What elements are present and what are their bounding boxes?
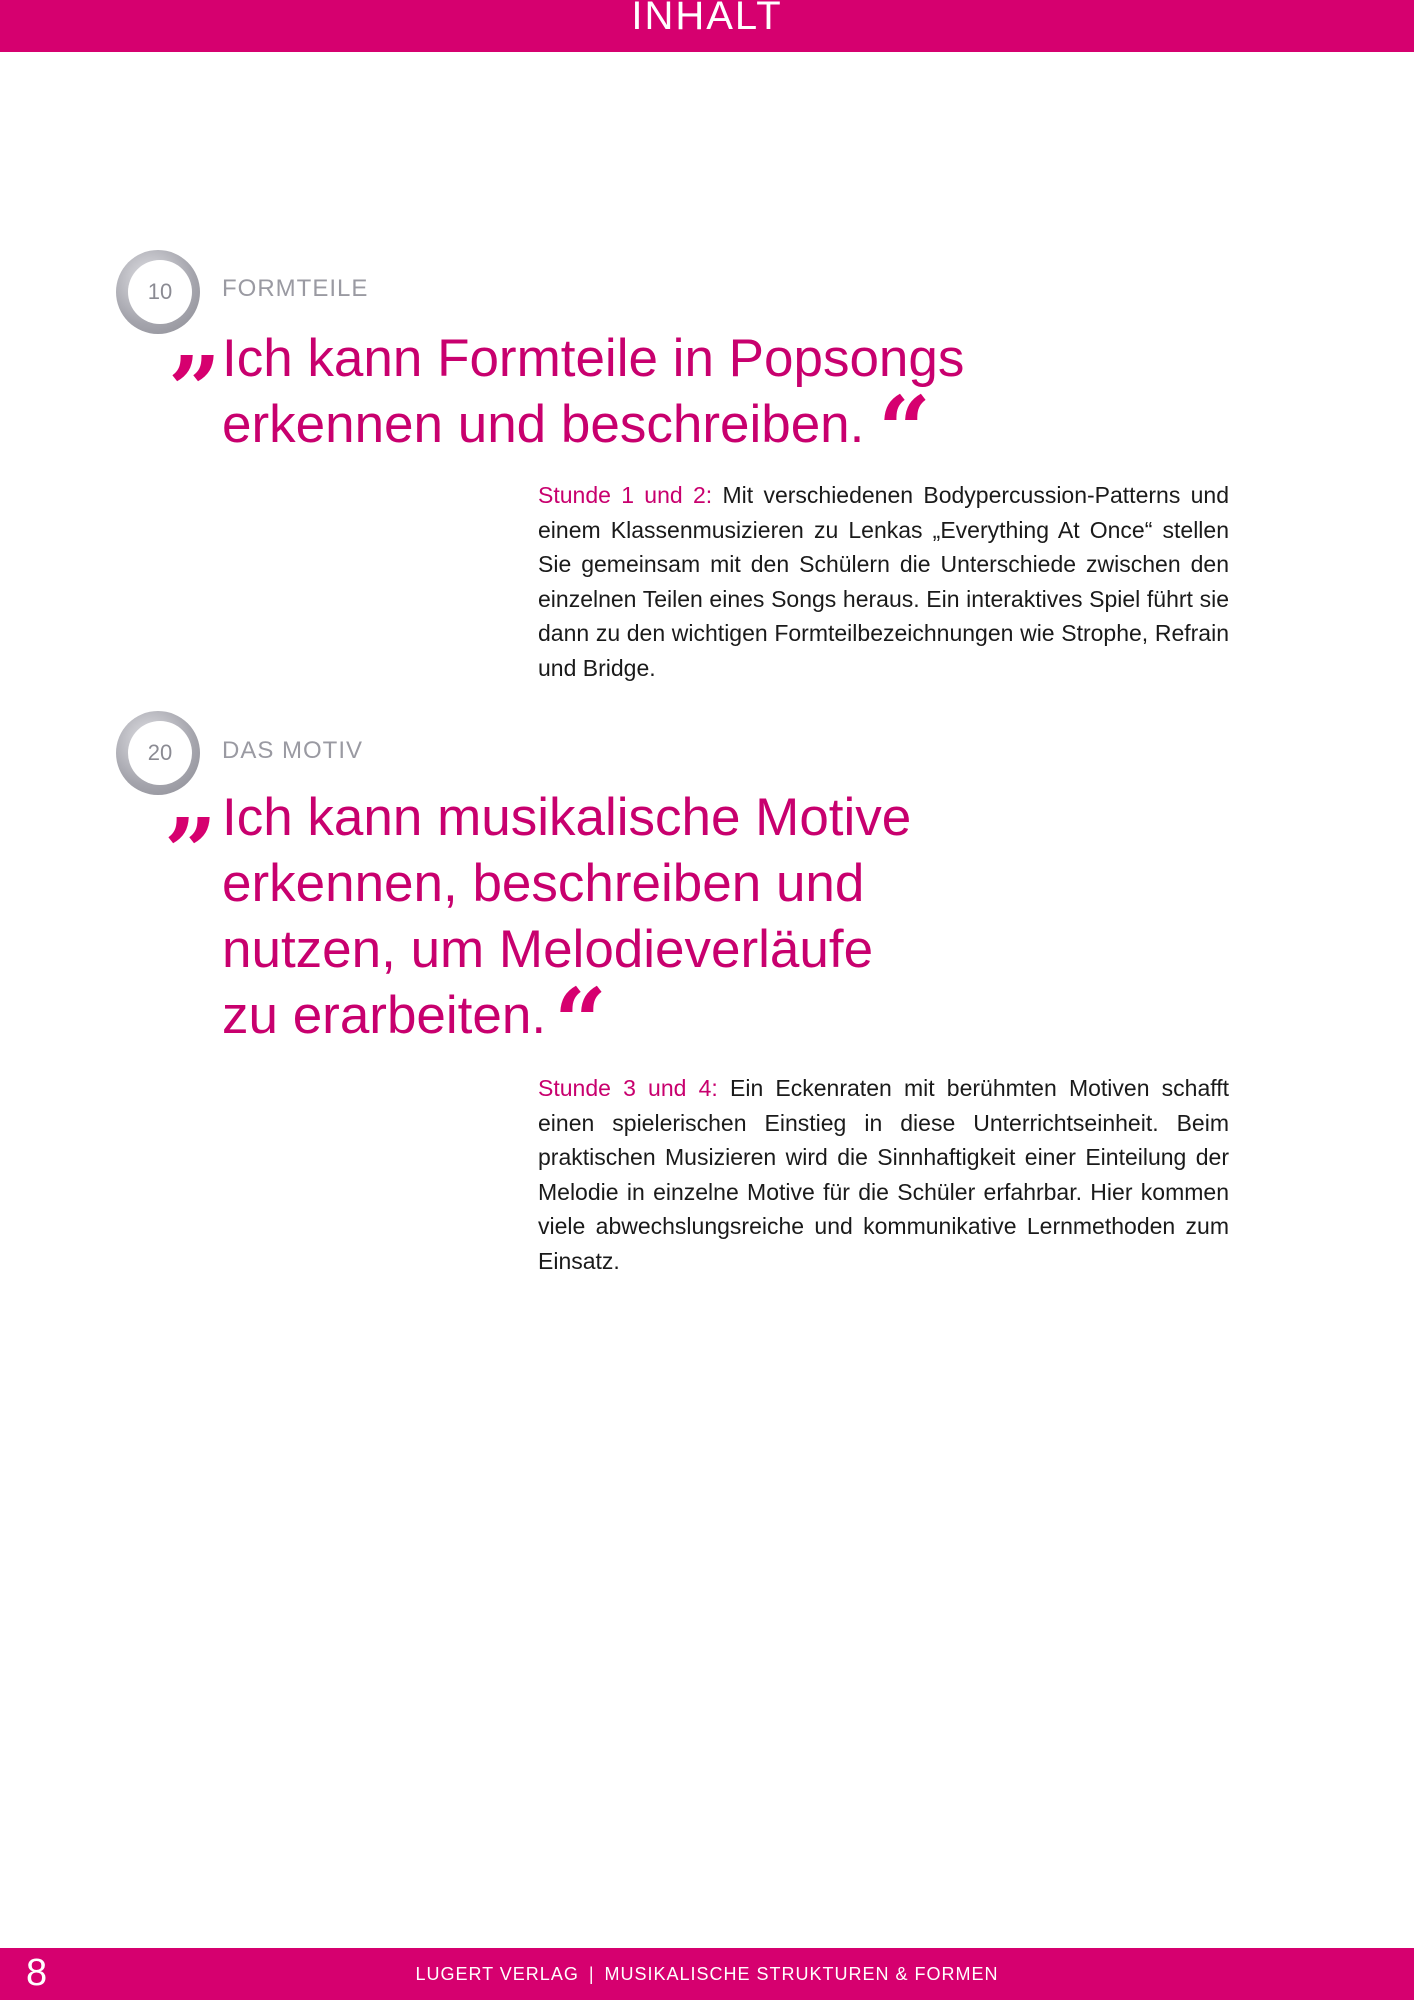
section-number: 10 — [128, 260, 192, 324]
lesson-description — [538, 478, 1229, 685]
section-title: FORMTEILE — [222, 275, 369, 302]
footer-text — [0, 1964, 1414, 1985]
section-title: DAS MOTIV — [222, 737, 364, 764]
header-bar — [0, 0, 1414, 52]
section-number: 20 — [128, 721, 192, 785]
headline-line: erkennen, beschreiben und — [222, 854, 865, 913]
headline-line: zu erarbeiten. — [222, 986, 547, 1045]
lesson-text: Ein Eckenraten mit berühmten Motiven schafft einen spielerischen Einstieg in diese Unterrichtseinheit. Beim praktischen Musizieren wird die Sinnhaftigkeit einer Einteilung der Melodie in einzelne Motive für die Schüler erfahrbar. Hier kommen viele abwechslungsreiche und kommunikative Lernmethoden zum Einsatz. — [538, 1075, 1230, 1274]
opening-quote-mark: ” — [168, 336, 221, 444]
headline-line: nutzen, um Melodieverläufe — [222, 920, 874, 979]
headline — [222, 326, 964, 458]
page-number: 8 — [26, 1952, 48, 1994]
lesson-label: Stunde 1 und 2: — [538, 482, 713, 508]
footer-separator: | — [588, 1964, 595, 1984]
headline-line: erkennen und beschreiben. — [222, 395, 865, 454]
headline-line: Ich kann musikalische Motive — [222, 788, 912, 847]
closing-quote-mark: “ — [878, 376, 931, 484]
headline-line: Ich kann Formteile in Popsongs — [222, 329, 965, 388]
lesson-label: Stunde 3 und 4: — [538, 1075, 718, 1101]
opening-quote-mark: ” — [164, 798, 217, 906]
closing-quote-mark: “ — [554, 968, 607, 1076]
lesson-text: Mit verschiedenen Bodypercussion-Patterns und einem Klassenmusizieren zu Lenkas „Everything At Once“ stellen Sie gemeinsam mit den Schülern die Unterschiede zwischen den einzelnen Teilen eines Songs heraus. Ein interaktives Spiel führt sie dann zu den wichtigen Formteilbezeichnungen wie Strophe, Refrain und Bridge. — [538, 482, 1229, 681]
page-title: INHALT — [631, 0, 783, 38]
publisher-name: LUGERT VERLAG — [415, 1964, 579, 1984]
book-title: MUSIKALISCHE STRUKTUREN & FORMEN — [604, 1964, 999, 1984]
lesson-description — [538, 1071, 1229, 1278]
footer-bar — [0, 1948, 1414, 2000]
section-number-badge — [116, 250, 200, 334]
section-number-badge — [116, 711, 200, 795]
